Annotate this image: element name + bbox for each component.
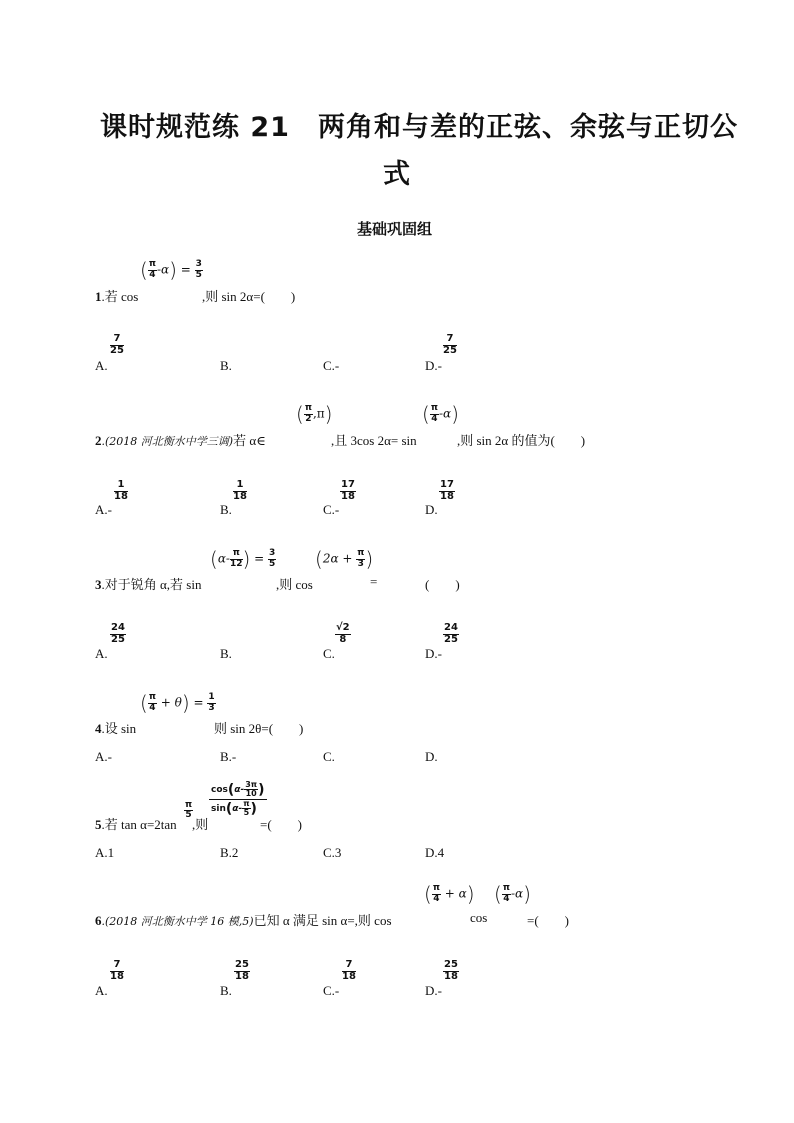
page-title-line2: 式 <box>383 159 411 190</box>
page-title: 课时规范练 21 两角和与差的正弦、余弦与正切公 <box>100 112 738 143</box>
question-number: 4 <box>95 721 102 736</box>
option-b[interactable]: B.2 <box>220 845 239 860</box>
option-c[interactable]: C.3 <box>323 845 342 860</box>
math-expression: ( $\frac{\pi}{4}$ -α) <box>422 402 459 426</box>
math-expression: ( $\frac{\pi}{4}$ + θ) = $\frac{1}{3}$ <box>140 691 215 715</box>
math-fraction: $\frac{\pi}{5}$ <box>185 800 193 821</box>
math-expression: ( $\frac{\pi}{4}$ -α) = $\frac{3}{5}$ <box>140 258 202 282</box>
question-number: 6 <box>95 913 102 928</box>
question-number: 2 <box>95 433 102 448</box>
option-d[interactable]: D.4 <box>425 845 445 860</box>
option-a[interactable]: A.1 <box>95 845 115 860</box>
option-b[interactable]: B.- <box>220 749 237 764</box>
question-number: 3 <box>95 577 102 592</box>
math-expression: ( $\frac{\pi}{4}$ -α) <box>494 882 531 906</box>
question-number: 5 <box>95 817 102 832</box>
option-c[interactable]: C. <box>323 749 335 764</box>
math-expression: (2α + $\frac{\pi}{3}$ ) <box>315 547 374 571</box>
math-expression: (α- $\frac{\pi}{12}$ ) = $\frac{3}{5}$ <box>210 547 276 571</box>
section-heading: 基础巩固组 <box>357 220 433 238</box>
option-a[interactable]: A.- <box>95 749 112 764</box>
option-d[interactable]: D. <box>425 749 438 764</box>
math-compound-fraction: cos ( α- $\frac{3\pi}{10}$ ) sin ( α- $\frac{\pi}{5}$ ) <box>211 780 265 818</box>
question-number: 1 <box>95 289 102 304</box>
math-expression: ( $\frac{\pi}{4}$ + α) <box>424 882 475 906</box>
math-expression: ( $\frac{\pi}{2}$ ,π) <box>296 402 333 426</box>
